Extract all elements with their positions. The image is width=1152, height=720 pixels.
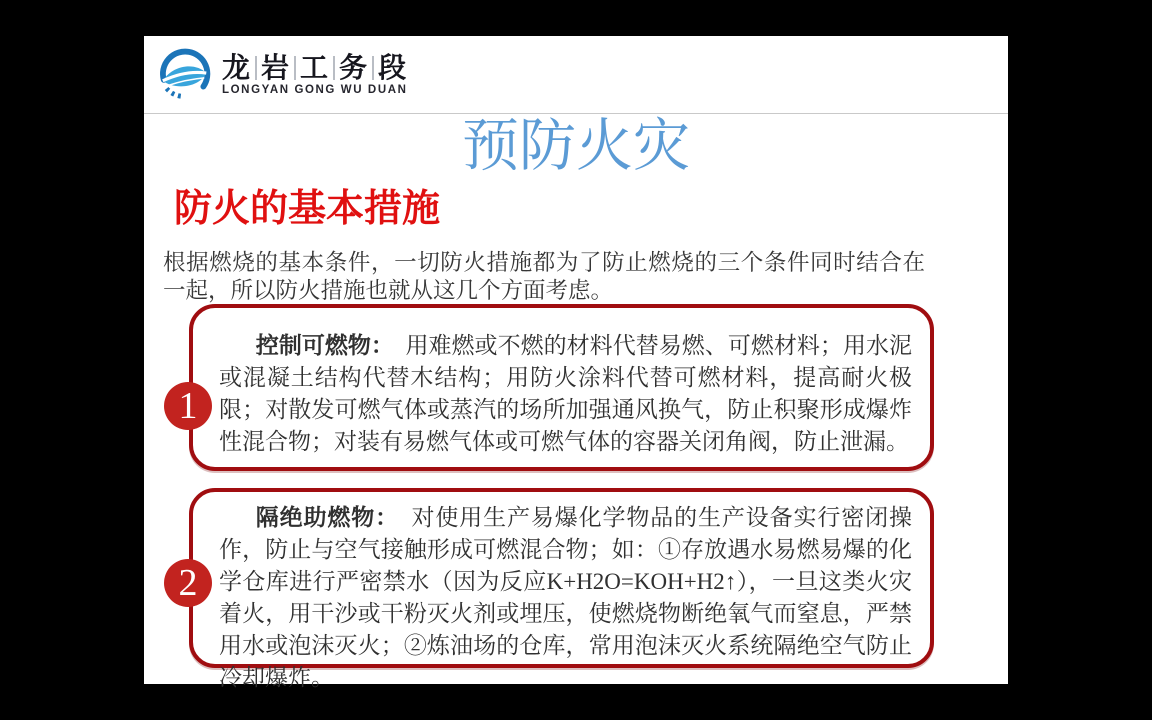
point-text-2 [193, 492, 930, 694]
organization-logo [156, 45, 408, 103]
point-box-1 [189, 304, 934, 471]
slide-title: 预防火灾 [462, 115, 690, 178]
point-text-1 [193, 308, 930, 458]
point-body-2: 对使用生产易爆化学物品的生产设备实行密闭操作，防止与空气接触形成可燃混合物；如：①存放遇水易燃易爆的化学仓库进行严密禁水（因为反应K+H2O=KOH+H2↑），一旦这类火灾着火，用干沙或干粉灭火剂或埋压，使燃烧物断绝氧气而窒息，严禁用水或泡沫灭火；②炼油场的仓库，常用泡沫灭火系统隔绝空气防止冷却爆炸。 [219, 505, 913, 690]
number-badge-1: 1 [164, 382, 212, 430]
number-badge-2: 2 [164, 559, 212, 607]
slide-header [144, 36, 1008, 114]
logo-text-block [222, 53, 408, 96]
logo-char: 工 [300, 51, 330, 83]
railway-emblem-icon [156, 45, 214, 103]
section-heading: 防火的基本措施 [174, 188, 441, 230]
logo-char: 龙 [222, 51, 252, 83]
point-label-1: 控制可燃物： [255, 333, 394, 358]
point-body-1: 用难燃或不燃的材料代替易燃、可燃材料；用水泥或混凝土结构代替木结构；用防火涂料代替可燃材料，提高耐火极限；对散发可燃气体或蒸汽的场所加强通风换气，防止积聚形成爆炸性混合物；对装有易燃气体或可燃气体的容器关闭角阀，防止泄漏。 [219, 333, 913, 454]
point-box-2 [189, 488, 934, 690]
logo-subtitle: LONGYAN GONG WU DUAN [222, 83, 408, 96]
logo-separator [255, 56, 257, 80]
logo-char: 务 [339, 51, 369, 83]
logo-separator [294, 56, 296, 80]
logo-char: 岩 [261, 51, 291, 83]
logo-char: 段 [378, 51, 408, 83]
logo-separator [333, 56, 335, 80]
point-label-2: 隔绝助燃物： [255, 505, 400, 530]
intro-paragraph: 根据燃烧的基本条件，一切防火措施都为了防止燃烧的三个条件同时结合在一起，所以防火措施也就从这几个方面考虑。 [163, 250, 925, 303]
logo-title [222, 53, 408, 83]
presentation-slide [144, 36, 1008, 690]
logo-separator [372, 56, 374, 80]
